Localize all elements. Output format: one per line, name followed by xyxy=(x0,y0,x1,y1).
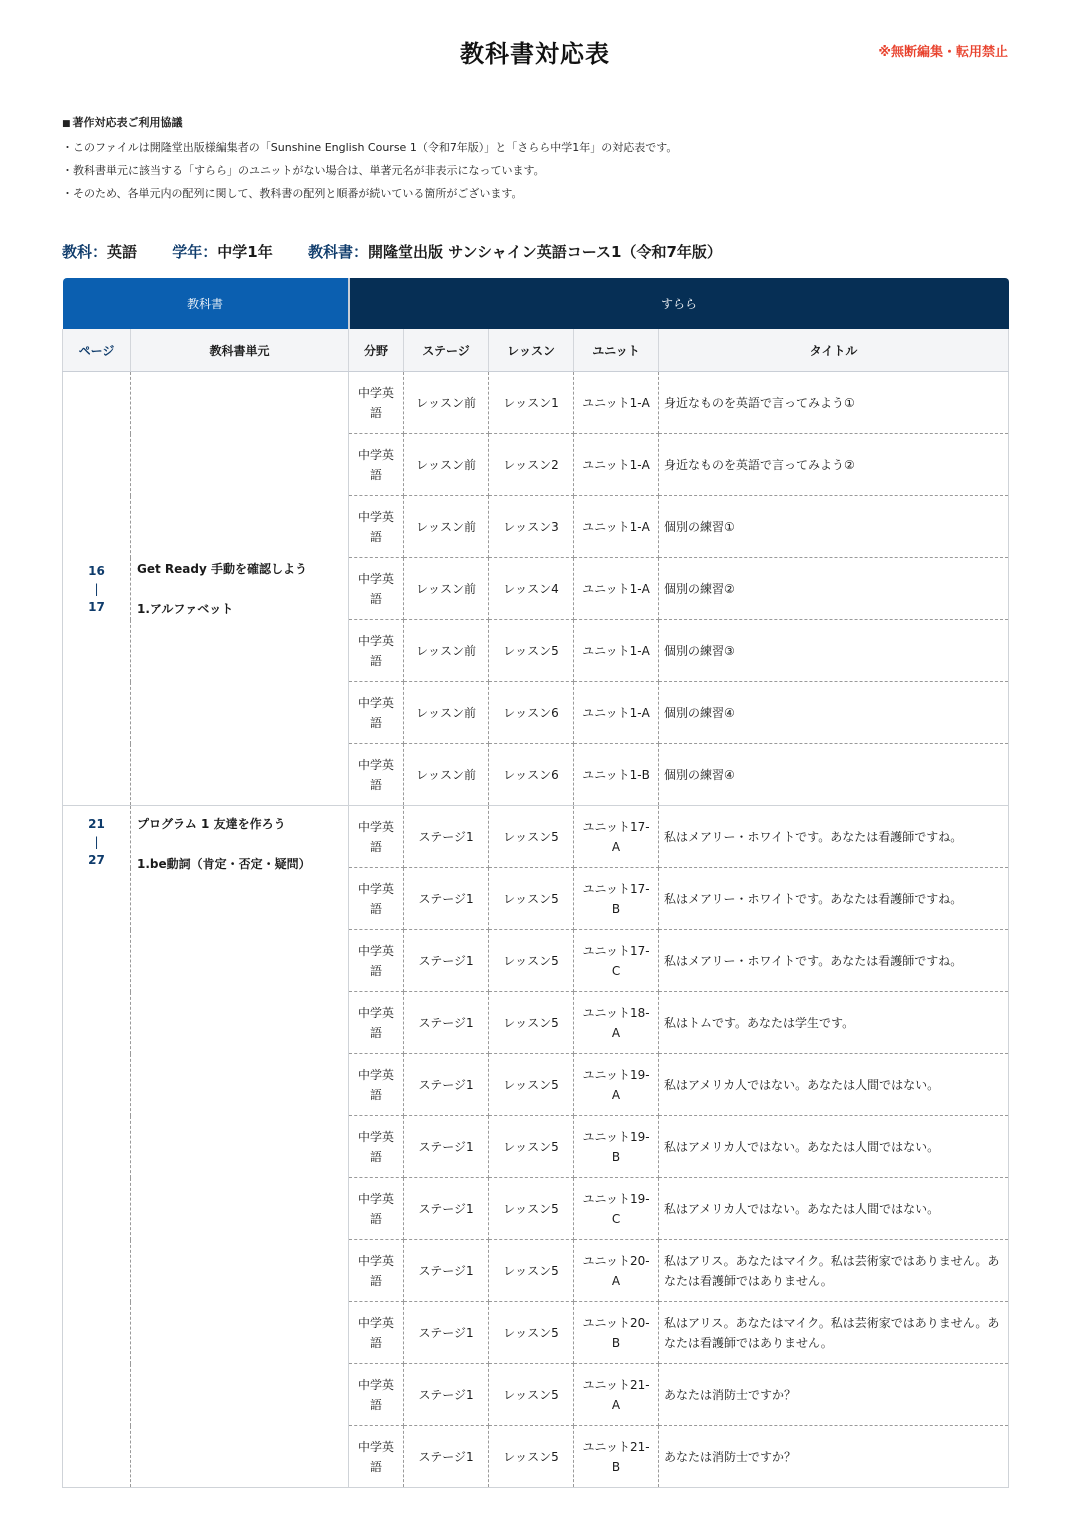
lesson-cell: レッスン5 xyxy=(489,1116,574,1178)
lesson-cell: レッスン5 xyxy=(489,1426,574,1488)
unit-no-cell: ユニット17-C xyxy=(574,930,659,992)
page-end: 27 xyxy=(88,853,105,867)
column-header-row xyxy=(63,329,1009,372)
field-cell: 中学英語 xyxy=(349,620,404,682)
usage-notes xyxy=(62,111,677,205)
stage-cell: ステージ1 xyxy=(404,992,489,1054)
field-cell: 中学英語 xyxy=(349,1178,404,1240)
unit-no-cell: ユニット20-B xyxy=(574,1302,659,1364)
lesson-cell: レッスン4 xyxy=(489,558,574,620)
table-row xyxy=(63,372,1009,434)
unit-no-cell: ユニット17-B xyxy=(574,868,659,930)
unit-no-cell: ユニット1-A xyxy=(574,372,659,434)
column-header-field: 分野 xyxy=(349,329,404,372)
field-cell: 中学英語 xyxy=(349,496,404,558)
group-header-textbook: 教科書 xyxy=(63,278,349,329)
title-cell: 私はメアリー・ホワイトです。あなたは看護師ですね。 xyxy=(659,930,1009,992)
unit-no-cell: ユニット1-A xyxy=(574,620,659,682)
unit-no-cell: ユニット19-B xyxy=(574,1116,659,1178)
lesson-cell: レッスン1 xyxy=(489,372,574,434)
lesson-cell: レッスン5 xyxy=(489,620,574,682)
page-start: 21 xyxy=(88,817,105,831)
textbook-meta xyxy=(62,241,722,262)
title-cell: 個別の練習② xyxy=(659,558,1009,620)
stage-cell: レッスン前 xyxy=(404,744,489,806)
lesson-cell: レッスン5 xyxy=(489,930,574,992)
title-cell: あなたは消防士ですか？ xyxy=(659,1364,1009,1426)
unit-no-cell: ユニット1-A xyxy=(574,682,659,744)
stage-cell: レッスン前 xyxy=(404,558,489,620)
field-cell: 中学英語 xyxy=(349,744,404,806)
stage-cell: ステージ1 xyxy=(404,1302,489,1364)
title-cell: 私はアメリカ人ではない。あなたは人間ではない。 xyxy=(659,1116,1009,1178)
title-cell: 身近なものを英語で言ってみよう① xyxy=(659,372,1009,434)
field-cell: 中学英語 xyxy=(349,1426,404,1488)
lesson-cell: レッスン3 xyxy=(489,496,574,558)
stage-cell: レッスン前 xyxy=(404,496,489,558)
title-cell: 私はアメリカ人ではない。あなたは人間ではない。 xyxy=(659,1178,1009,1240)
field-cell: 中学英語 xyxy=(349,930,404,992)
stage-cell: レッスン前 xyxy=(404,372,489,434)
textbook-unit xyxy=(131,372,349,806)
stage-cell: ステージ1 xyxy=(404,1426,489,1488)
page-start: 16 xyxy=(88,563,105,578)
table-body xyxy=(63,372,1009,1488)
grade-value: 中学1年 xyxy=(217,243,273,261)
page-separator: | xyxy=(94,581,99,596)
field-cell: 中学英語 xyxy=(349,372,404,434)
book-meta xyxy=(308,243,722,261)
unit-no-cell: ユニット19-C xyxy=(574,1178,659,1240)
unit-line: プログラム 1 友達を作ろう xyxy=(137,817,286,831)
title-cell: あなたは消防士ですか？ xyxy=(659,1426,1009,1488)
field-cell: 中学英語 xyxy=(349,1364,404,1426)
field-cell: 中学英語 xyxy=(349,992,404,1054)
subject-meta xyxy=(62,243,137,261)
subject-key: 教科： xyxy=(62,243,108,261)
stage-cell: ステージ1 xyxy=(404,1116,489,1178)
unit-line: Get Ready 手動を確認しよう xyxy=(137,561,307,576)
title-cell: 私はアリス。あなたはマイク。私は芸術家ではありません。あなたは看護師ではありません。 xyxy=(659,1240,1009,1302)
field-cell: 中学英語 xyxy=(349,1116,404,1178)
page-range xyxy=(63,806,131,1488)
grade-meta xyxy=(172,243,272,261)
stage-cell: ステージ1 xyxy=(404,1240,489,1302)
lesson-cell: レッスン5 xyxy=(489,1240,574,1302)
field-cell: 中学英語 xyxy=(349,434,404,496)
title-cell: 個別の練習③ xyxy=(659,620,1009,682)
book-value: 開隆堂出版 サンシャイン英語コース1（令和7年版） xyxy=(367,243,722,261)
column-header-page: ページ xyxy=(63,329,131,372)
title-cell: 私はメアリー・ホワイトです。あなたは看護師ですね。 xyxy=(659,868,1009,930)
title-cell: 身近なものを英語で言ってみよう② xyxy=(659,434,1009,496)
unit-no-cell: ユニット17-A xyxy=(574,806,659,868)
unit-line: 1.be動詞（肯定・否定・疑問） xyxy=(137,857,311,871)
field-cell: 中学英語 xyxy=(349,682,404,744)
grade-key: 学年： xyxy=(172,243,218,261)
unit-no-cell: ユニット1-A xyxy=(574,434,659,496)
unit-no-cell: ユニット18-A xyxy=(574,992,659,1054)
stage-cell: レッスン前 xyxy=(404,682,489,744)
stage-cell: ステージ1 xyxy=(404,1364,489,1426)
column-header-lesson: レッスン xyxy=(489,329,574,372)
page-range xyxy=(63,372,131,806)
lesson-cell: レッスン5 xyxy=(489,992,574,1054)
lesson-cell: レッスン6 xyxy=(489,744,574,806)
lesson-cell: レッスン6 xyxy=(489,682,574,744)
stage-cell: レッスン前 xyxy=(404,434,489,496)
stage-cell: ステージ1 xyxy=(404,1054,489,1116)
stage-cell: ステージ1 xyxy=(404,868,489,930)
lesson-cell: レッスン5 xyxy=(489,806,574,868)
title-cell: 私はトムです。あなたは学生です。 xyxy=(659,992,1009,1054)
unit-no-cell: ユニット19-A xyxy=(574,1054,659,1116)
table-row xyxy=(63,806,1009,868)
column-header-stage: ステージ xyxy=(404,329,489,372)
column-header-title: タイトル xyxy=(659,329,1009,372)
field-cell: 中学英語 xyxy=(349,868,404,930)
field-cell: 中学英語 xyxy=(349,1240,404,1302)
unit-no-cell: ユニット20-A xyxy=(574,1240,659,1302)
lesson-cell: レッスン5 xyxy=(489,1178,574,1240)
correspondence-table xyxy=(62,278,1009,1488)
field-cell: 中学英語 xyxy=(349,1054,404,1116)
title-cell: 個別の練習① xyxy=(659,496,1009,558)
lesson-cell: レッスン2 xyxy=(489,434,574,496)
notes-line: ・教科書単元に該当する「すらら」のユニットがない場合は、単著元名が非表示になっています。 xyxy=(62,164,545,177)
notes-line: ・そのため、各単元内の配列に関して、教科書の配列と順番が続いている箇所がございます。 xyxy=(62,187,523,200)
lesson-cell: レッスン5 xyxy=(489,1302,574,1364)
title-cell: 私はアリス。あなたはマイク。私は芸術家ではありません。あなたは看護師ではありません。 xyxy=(659,1302,1009,1364)
unit-no-cell: ユニット1-A xyxy=(574,496,659,558)
notes-line: ・このファイルは開隆堂出版様編集者の「Sunshine English Course 1（令和7年版）」と「さらら中学1年」の対応表です。 xyxy=(62,141,678,154)
field-cell: 中学英語 xyxy=(349,1302,404,1364)
group-header-surara: すらら xyxy=(349,278,1009,329)
title-cell: 私はメアリー・ホワイトです。あなたは看護師ですね。 xyxy=(659,806,1009,868)
column-header-unit: 教科書単元 xyxy=(131,329,349,372)
lesson-cell: レッスン5 xyxy=(489,1364,574,1426)
field-cell: 中学英語 xyxy=(349,806,404,868)
page-title: 教科書対応表 xyxy=(460,40,610,68)
column-header-unit-no: ユニット xyxy=(574,329,659,372)
stage-cell: レッスン前 xyxy=(404,620,489,682)
unit-line: 1.アルファベット xyxy=(137,601,234,616)
copyright-warning: ※無断編集・転用禁止 xyxy=(878,45,1008,60)
unit-no-cell: ユニット21-B xyxy=(574,1426,659,1488)
subject-value: 英語 xyxy=(107,243,138,261)
stage-cell: ステージ1 xyxy=(404,930,489,992)
unit-no-cell: ユニット21-A xyxy=(574,1364,659,1426)
title-cell: 個別の練習④ xyxy=(659,744,1009,806)
lesson-cell: レッスン5 xyxy=(489,1054,574,1116)
textbook-unit xyxy=(131,806,349,1488)
title-cell: 私はアメリカ人ではない。あなたは人間ではない。 xyxy=(659,1054,1009,1116)
field-cell: 中学英語 xyxy=(349,558,404,620)
stage-cell: ステージ1 xyxy=(404,806,489,868)
unit-no-cell: ユニット1-A xyxy=(574,558,659,620)
unit-no-cell: ユニット1-B xyxy=(574,744,659,806)
notes-heading: ■ 著作対応表ご利用協議 xyxy=(62,111,677,136)
page-end: 17 xyxy=(88,599,105,614)
book-key: 教科書： xyxy=(307,243,368,261)
title-cell: 個別の練習④ xyxy=(659,682,1009,744)
lesson-cell: レッスン5 xyxy=(489,868,574,930)
page-separator: | xyxy=(94,835,99,849)
stage-cell: ステージ1 xyxy=(404,1178,489,1240)
